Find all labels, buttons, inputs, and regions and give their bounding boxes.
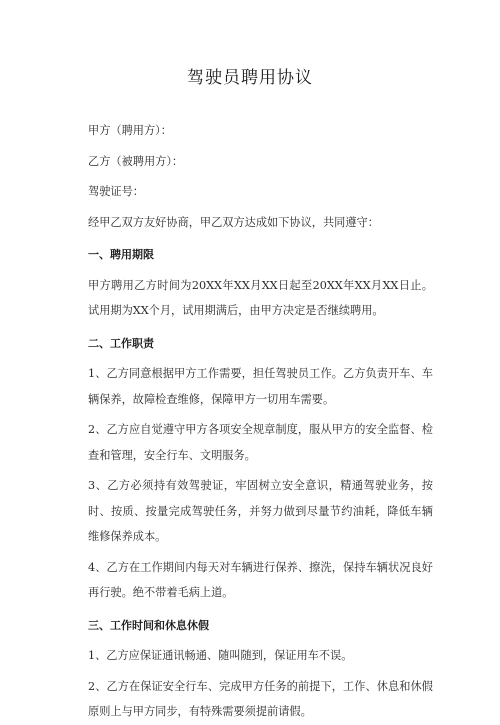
section-paragraph: 3、乙方必须持有效驾驶证，牢固树立安全意识，精通驾驶业务，按时、按质、按量完成驾驶任务，并努力做到尽量节约油耗，降低车辆维修保养成本。 — [88, 479, 433, 543]
section-paragraph: 1、乙方同意根据甲方工作需要，担任驾驶员工作。乙方负责开车、车辆保养，故障检查维修，保障甲方一切用车需要。 — [88, 367, 433, 406]
document-title: 驾驶员聘用协议 — [187, 68, 313, 88]
document-body — [88, 118, 433, 725]
party-b-line: 乙方（被聘用方）： — [88, 154, 184, 168]
license-line: 驾驶证号： — [88, 185, 144, 198]
section-heading: 二、工作职责 — [88, 336, 154, 350]
party-a-line: 甲方（聘用方）： — [88, 124, 172, 137]
section-heading: 三、工作时间和休息休假 — [88, 618, 209, 632]
section-paragraph: 1、乙方应保证通讯畅通、随叫随到，保证用车不误。 — [88, 649, 353, 662]
section-paragraph: 2、乙方在保证安全行车、完成甲方任务的前提下，工作、休息和休假原则上与甲方同步，有特殊需要须提前请假。 — [88, 679, 433, 718]
section-paragraph: 4、乙方在工作期间内每天对车辆进行保养、擦洗，保持车辆状况良好再行驶。绝不带着毛病上道。 — [88, 560, 433, 599]
section-paragraph: 甲方聘用乙方时间为20XX年XX月XX日起至20XX年XX月XX日止。试用期为XX个月，试用期满后，由甲方决定是否继续聘用。 — [88, 278, 433, 317]
intro-line: 经甲乙双方友好协商，甲乙双方达成如下协议，共同遵守： — [88, 215, 379, 229]
section-heading: 一、聘用期限 — [88, 248, 154, 261]
section-paragraph: 2、乙方应自觉遵守甲方各项安全规章制度，服从甲方的安全监督、检查和管理，安全行车、文明服务。 — [88, 423, 433, 462]
